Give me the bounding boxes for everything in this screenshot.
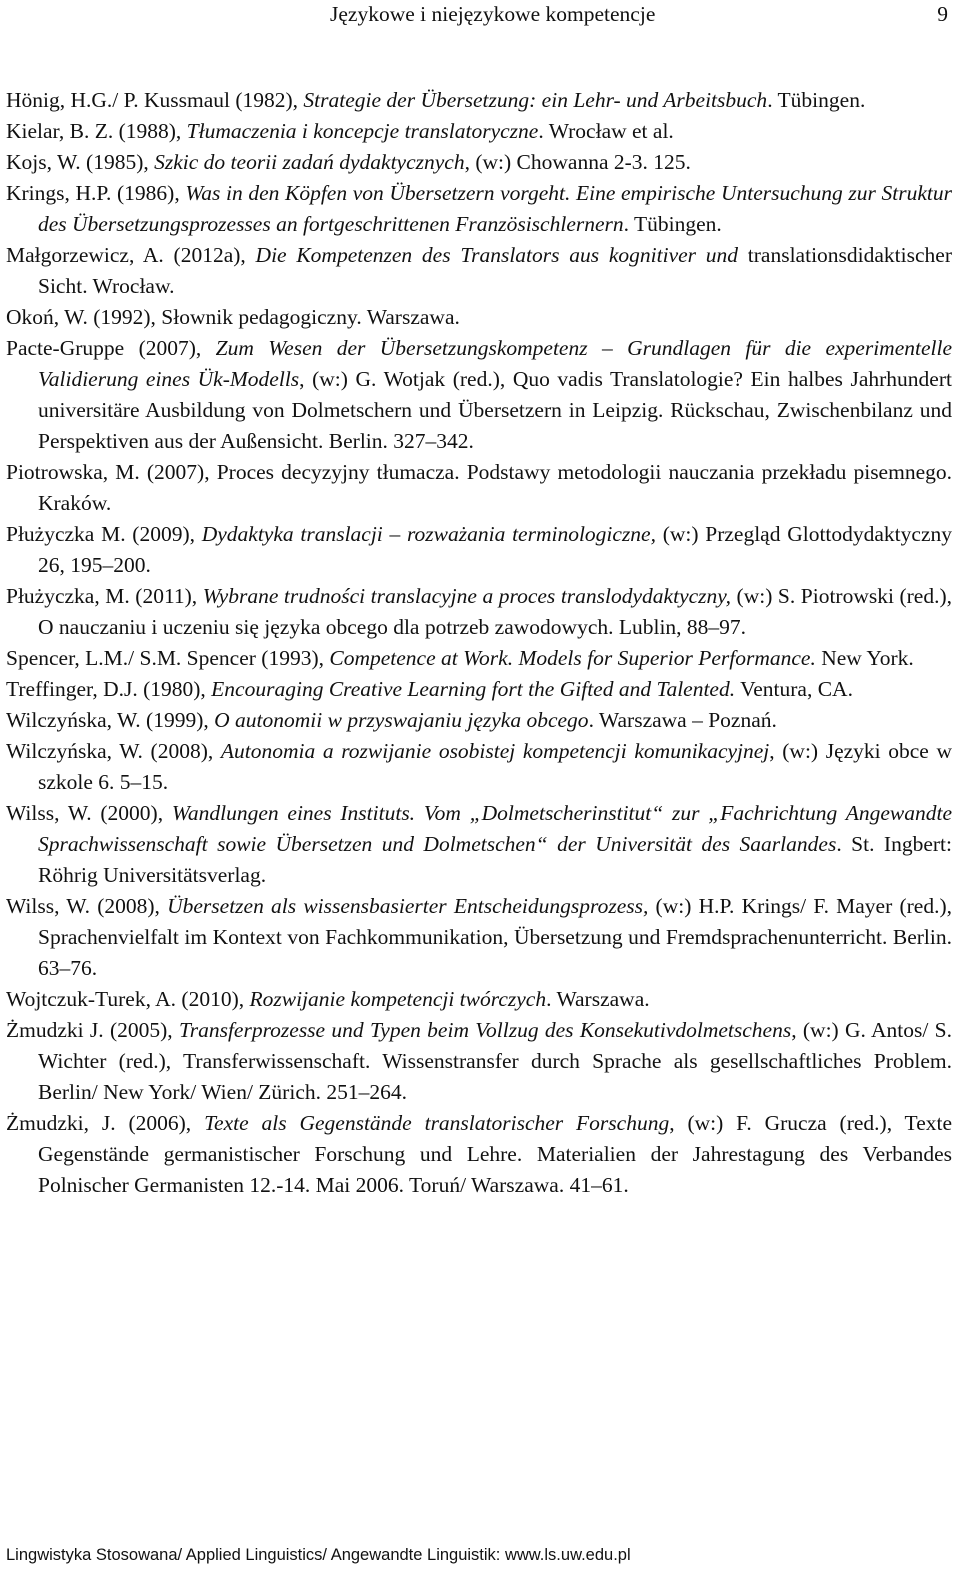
reference-title: Tłumaczenia i koncepcje translatoryczne xyxy=(186,119,539,143)
reference-author-year: Wilczyńska, W. (2008), xyxy=(6,739,221,763)
reference-author-year: Małgorzewicz, A. (2012a), xyxy=(6,243,256,267)
reference-details: . St. Ingbert: Röhrig Universitätsverlag. xyxy=(38,832,952,887)
reference-details: translationsdidaktischer Sicht. Wrocław. xyxy=(38,243,952,298)
reference-author-year: Wojtczuk-Turek, A. (2010), xyxy=(6,987,250,1011)
reference-details: , (w:) Języki obce w szkole 6. 5–15. xyxy=(38,739,952,794)
reference-author-year: Krings, H.P. (1986), xyxy=(6,181,186,205)
reference-author-year: Żmudzki J. (2005), xyxy=(6,1018,179,1042)
page-footer: Lingwistyka Stosowana/ Applied Linguistics/ Angewandte Linguistik: www.ls.uw.edu.pl xyxy=(6,1546,631,1564)
reference-list xyxy=(6,85,952,1201)
reference-entry xyxy=(6,581,952,643)
reference-author-year: Piotrowska, M. (2007), Proces decyzyjny tłumacza. Podstawy metodologii nauczania przekładu pisemnego. Kraków. xyxy=(6,460,952,515)
reference-title: Texte als Gegenstände translatorischer Forschung xyxy=(204,1111,670,1135)
reference-title: Strategie der Übersetzung: ein Lehr- und Arbeitsbuch xyxy=(303,88,768,112)
reference-title: Wybrane trudności translacyjne a proces translodydaktyczny, xyxy=(202,584,731,608)
reference-title: Die Kompetenzen des Translators aus kognitiver und xyxy=(255,243,739,267)
reference-author-year: Wilss, W. (2008), xyxy=(6,894,168,918)
reference-entry xyxy=(6,1108,952,1201)
reference-title: Dydaktyka translacji – rozważania terminologiczne, xyxy=(201,522,656,546)
reference-entry xyxy=(6,674,952,705)
reference-entry xyxy=(6,643,952,674)
reference-author-year: Wilczyńska, W. (1999), xyxy=(6,708,215,732)
reference-details: . Tübingen. xyxy=(623,212,722,236)
reference-author-year: Treffinger, D.J. (1980), xyxy=(6,677,212,701)
reference-title: Competence at Work. Models for Superior Performance. xyxy=(329,646,816,670)
reference-details: , (w:) Chowanna 2-3. 125. xyxy=(464,150,691,174)
reference-title: Szkic do teorii zadań dydaktycznych xyxy=(154,150,465,174)
page-number: 9 xyxy=(937,2,948,26)
reference-author-year: Okoń, W. (1992), Słownik pedagogiczny. Warszawa. xyxy=(6,305,460,329)
reference-entry xyxy=(6,457,952,519)
reference-details: , (w:) G. Wotjak (red.), Quo vadis Translatologie? Ein halbes Jahrhundert universitäre Ausbildung von Dolmetschern und Übersetzern in Leipzig. Rückschau, Zwischenbilanz und Perspektiven aus der Außensicht. Berlin. 327–342. xyxy=(38,367,952,453)
reference-entry xyxy=(6,736,952,798)
reference-details: New York. xyxy=(815,646,914,670)
reference-title: Transferprozesse und Typen beim Vollzug des Konsekutivdolmetschens xyxy=(178,1018,792,1042)
reference-details: (w:) S. Piotrowski (red.), O nauczaniu i uczeniu się języka obcego dla potrzeb zawodowych. Lublin, 88–97. xyxy=(38,584,952,639)
reference-entry xyxy=(6,333,952,457)
reference-entry xyxy=(6,891,952,984)
reference-details: (w:) Przegląd Glottodydaktyczny 26, 195–200. xyxy=(38,522,952,577)
reference-entry xyxy=(6,798,952,891)
reference-title: O autonomii w przyswajaniu języka obcego xyxy=(214,708,589,732)
reference-details: , (w:) F. Grucza (red.), Texte Gegenstände germanistischer Forschung und Lehre. Materialien der Jahrestagung des Verbandes Polnischer Germanisten 12.-14. Mai 2006. Toruń/ Warszawa. 41–61. xyxy=(38,1111,953,1197)
reference-author-year: Kielar, B. Z. (1988), xyxy=(6,119,187,143)
reference-author-year: Płużyczka M. (2009), xyxy=(6,522,202,546)
reference-details: (w:) H.P. Krings/ F. Mayer (red.), Sprachenvielfalt im Kontext von Fachkommunikation, Übersetzung und Fremdsprachenunterricht. Berlin. 63–76. xyxy=(38,894,952,980)
reference-entry xyxy=(6,1015,952,1108)
reference-entry xyxy=(6,85,952,116)
reference-title: Encouraging Creative Learning fort the Gifted and Talented. xyxy=(211,677,736,701)
reference-title: Übersetzen als wissensbasierter Entscheidungsprozess, xyxy=(167,894,649,918)
reference-entry xyxy=(6,116,952,147)
reference-author-year: Wilss, W. (2000), xyxy=(6,801,172,825)
reference-author-year: Płużyczka, M. (2011), xyxy=(6,584,203,608)
reference-author-year: Żmudzki, J. (2006), xyxy=(6,1111,205,1135)
reference-details: , (w:) G. Antos/ S. Wichter (red.), Transferwissenschaft. Wissenstransfer durch Sprache als gesellschaftliches Problem. Berlin/ New York/ Wien/ Zürich. 251–264. xyxy=(38,1018,952,1104)
running-title: Językowe i niejęzykowe kompetencje xyxy=(330,2,656,26)
reference-details: . Tübingen. xyxy=(767,88,866,112)
reference-title: Wandlungen eines Instituts. Vom „Dolmetscherinstitut“ zur „Fachrichtung Angewandte Sprachwissenschaft sowie Übersetzen und Dolmetschen“ der Universität des Saarlandes xyxy=(38,801,952,856)
reference-title: Zum Wesen der Übersetzungskompetenz – Grundlagen für die experimentelle Validierung eines Ük-Modells xyxy=(38,336,952,391)
reference-entry xyxy=(6,147,952,178)
reference-entry xyxy=(6,705,952,736)
reference-entry xyxy=(6,519,952,581)
reference-details: . Warszawa – Poznań. xyxy=(588,708,777,732)
reference-details: Ventura, CA. xyxy=(735,677,853,701)
reference-title: Autonomia a rozwijanie osobistej kompetencji komunikacyjnej xyxy=(220,739,770,763)
running-header xyxy=(0,2,960,32)
reference-author-year: Hönig, H.G./ P. Kussmaul (1982), xyxy=(6,88,304,112)
reference-title: Was in den Köpfen von Übersetzern vorgeht. Eine empirische Untersuchung zur Struktur des Übersetzungsprozesses an fortgeschrittenen Französischlernern xyxy=(38,181,952,236)
reference-author-year: Pacte-Gruppe (2007), xyxy=(6,336,216,360)
reference-entry xyxy=(6,302,952,333)
reference-title: Rozwijanie kompetencji twórczych xyxy=(249,987,547,1011)
reference-author-year: Spencer, L.M./ S.M. Spencer (1993), xyxy=(6,646,330,670)
reference-author-year: Kojs, W. (1985), xyxy=(6,150,155,174)
reference-entry xyxy=(6,178,952,240)
reference-entry xyxy=(6,240,952,302)
reference-entry xyxy=(6,984,952,1015)
reference-details: . Wrocław et al. xyxy=(538,119,674,143)
reference-details: . Warszawa. xyxy=(546,987,650,1011)
